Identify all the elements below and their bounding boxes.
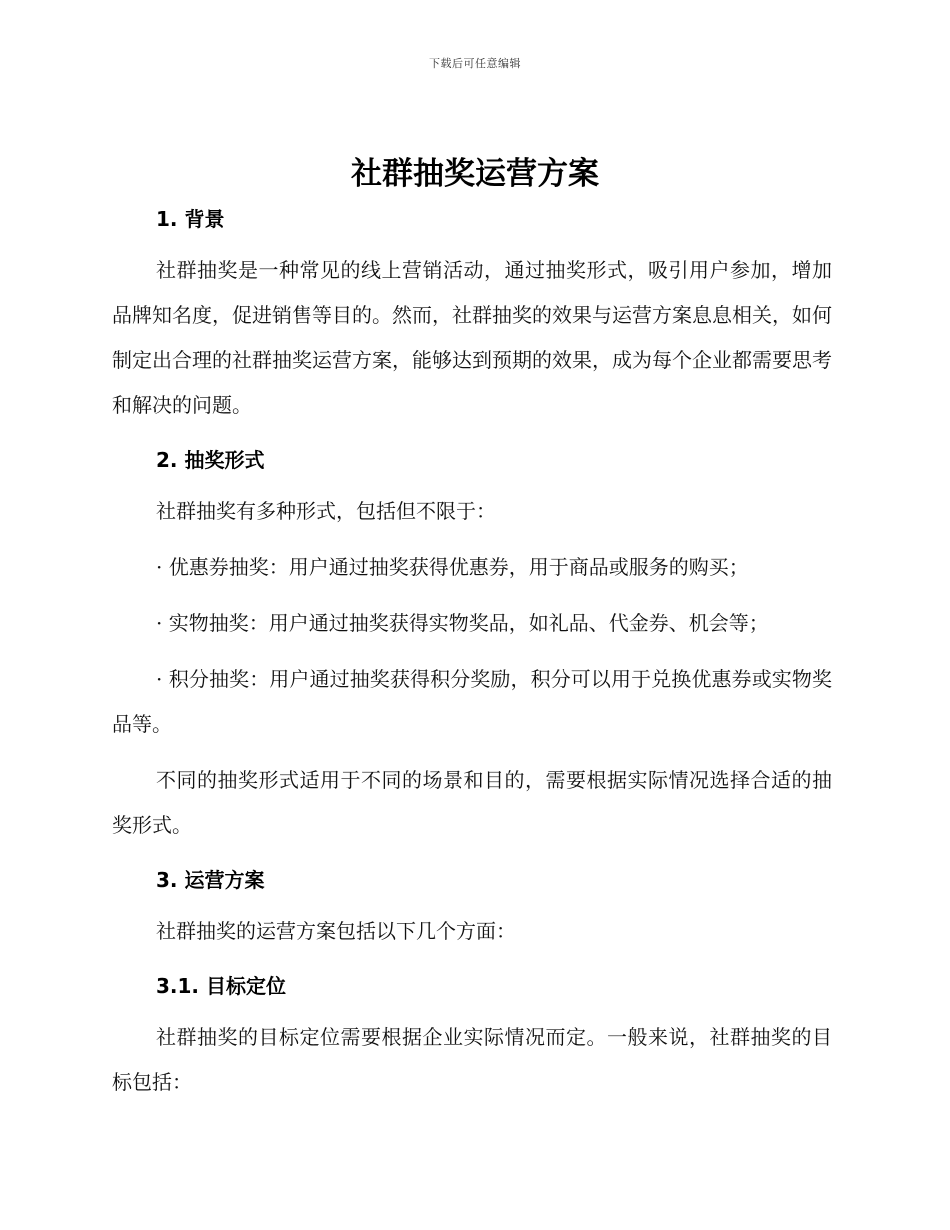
spacer bbox=[112, 646, 832, 657]
document-title: 社群抽奖运营方案 bbox=[351, 156, 599, 192]
subsection-heading-target: 3.1. 目标定位 bbox=[156, 974, 286, 998]
operation-plan-intro: 社群抽奖的运营方案包括以下几个方面： bbox=[156, 919, 516, 943]
section-heading-background: 1. 背景 bbox=[156, 207, 225, 231]
spacer bbox=[112, 848, 832, 859]
spacer bbox=[112, 428, 832, 439]
document-body bbox=[112, 198, 832, 1105]
list-item: · 实物抽奖：用户通过抽奖获得实物奖品，如礼品、代金券、机会等； bbox=[156, 611, 769, 635]
spacer bbox=[112, 954, 832, 965]
spacer bbox=[112, 590, 832, 601]
lottery-forms-intro: 社群抽奖有多种形式，包括但不限于： bbox=[156, 499, 496, 523]
spacer bbox=[112, 240, 832, 248]
section-heading-lottery-forms: 2. 抽奖形式 bbox=[156, 448, 265, 472]
spacer bbox=[112, 747, 832, 758]
section-heading-operation-plan: 3. 运营方案 bbox=[156, 868, 265, 892]
spacer bbox=[112, 481, 832, 489]
target-paragraph: 社群抽奖的目标定位需要根据企业实际情况而定。一般来说，社群抽奖的目标包括： bbox=[112, 1025, 832, 1094]
list-item: · 优惠券抽奖：用户通过抽奖获得优惠券，用于商品或服务的购买； bbox=[156, 555, 749, 579]
spacer bbox=[112, 534, 832, 545]
spacer bbox=[112, 1007, 832, 1015]
lottery-forms-conclusion: 不同的抽奖形式适用于不同的场景和目的，需要根据实际情况选择合适的抽奖形式。 bbox=[112, 768, 832, 837]
background-paragraph: 社群抽奖是一种常见的线上营销活动，通过抽奖形式，吸引用户参加，增加品牌知名度，促进销售等目的。然而，社群抽奖的效果与运营方案息息相关，如何制定出合理的社群抽奖运营方案，能够达到预期的效果，成为每个企业都需要思考和解决的问题。 bbox=[112, 258, 832, 417]
list-item: · 积分抽奖：用户通过抽奖获得积分奖励，积分可以用于兑换优惠券或实物奖品等。 bbox=[112, 667, 832, 736]
header-note: 下载后可任意编辑 bbox=[429, 57, 521, 70]
spacer bbox=[112, 901, 832, 909]
